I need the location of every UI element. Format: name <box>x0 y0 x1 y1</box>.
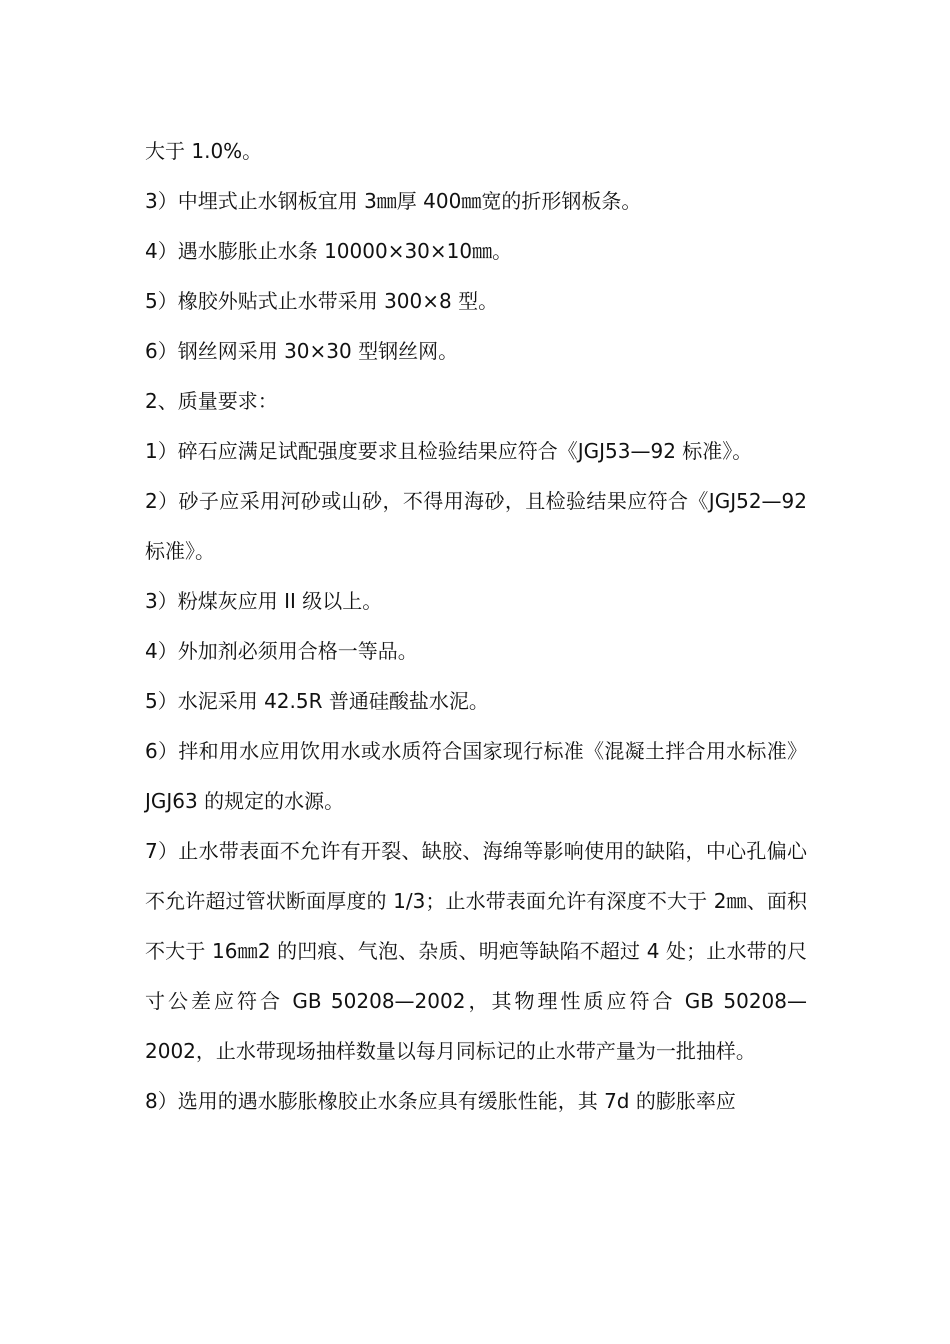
paragraph-item-6-wire-mesh: 6）钢丝网采用 30×30 型钢丝网。 <box>145 339 459 363</box>
paragraph-quality-7-water-stop-belt: 7）止水带表面不允许有开裂、缺胶、海绵等影响使用的缺陷，中心孔偏心不允许超过管状断面厚度的 1/3；止水带表面允许有深度不大于 2㎜、面积不大于 16㎜2 的凹痕、气泡、杂质、明疤等缺陷不超过 4 处；止水带的尺寸公差应符合 GB 50208—2002，其物理性质应符合 GB 50208—2002，止水带现场抽样数量以每月同标记的止水带产量为一批抽样。 <box>145 839 807 1063</box>
paragraph-quality-3-fly-ash: 3）粉煤灰应用 II 级以上。 <box>145 589 383 613</box>
paragraph-quality-1-gravel: 1）碎石应满足试配强度要求且检验结果应符合《JGJ53—92 标准》。 <box>145 439 753 463</box>
paragraph-continuation: 大于 1.0%。 <box>145 139 263 163</box>
paragraph-quality-6-mixing-water: 6）拌和用水应用饮用水或水质符合国家现行标准《混凝土拌合用水标准》JGJ63 的规定的水源。 <box>145 739 807 813</box>
paragraph-quality-2-sand: 2）砂子应采用河砂或山砂，不得用海砂，且检验结果应符合《JGJ52—92 标准》。 <box>145 489 807 563</box>
paragraph-item-5-rubber-water-stop: 5）橡胶外贴式止水带采用 300×8 型。 <box>145 289 499 313</box>
paragraph-item-3-steel-plate: 3）中埋式止水钢板宜用 3㎜厚 400㎜宽的折形钢板条。 <box>145 189 642 213</box>
document-body <box>145 126 807 1126</box>
paragraph-quality-4-admixture: 4）外加剂必须用合格一等品。 <box>145 639 418 663</box>
section-heading-quality: 2、质量要求： <box>145 389 278 413</box>
paragraph-quality-5-cement: 5）水泥采用 42.5R 普通硅酸盐水泥。 <box>145 689 489 713</box>
paragraph-item-4-water-stop-strip: 4）遇水膨胀止水条 10000×30×10㎜。 <box>145 239 513 263</box>
paragraph-quality-8-swelling-strip: 8）选用的遇水膨胀橡胶止水条应具有缓胀性能，其 7d 的膨胀率应 <box>145 1089 736 1113</box>
